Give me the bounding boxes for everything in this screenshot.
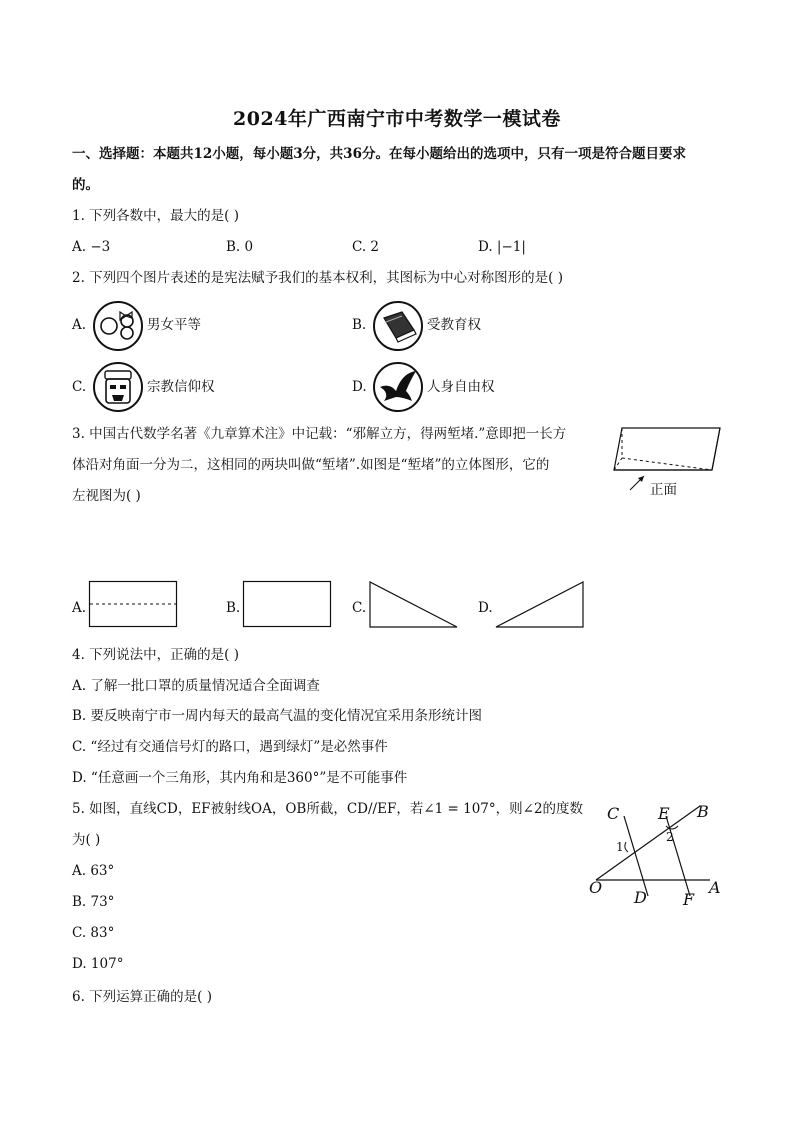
q3-option-b-letter: B. xyxy=(226,600,241,616)
q5-stem-line1: 5. 如图，直线CD，EF被射线OA，OB所截，CD//EF，若∠1 = 107°，则∠2的度数 xyxy=(72,801,584,817)
q4-option-d: D. “任意画一个三角形，其内角和是360°”是不可能事件 xyxy=(72,770,408,786)
point-e-label: E xyxy=(658,804,670,823)
q3-option-a-shape xyxy=(89,581,179,629)
q3-stem-line1: 3. 中国古代数学名著《九章算术注》中记载：“邪解立方，得两堑堵.”意即把一长方 xyxy=(72,426,567,442)
section-heading-line1: 一、选择题：本题共12小题，每小题3分，共36分。在每小题给出的选项中，只有一项是符合题目要求 xyxy=(72,146,686,162)
page-title: 2024年广西南宁市中考数学一模试卷 xyxy=(233,108,561,130)
q2-option-c-letter: C. xyxy=(72,379,87,395)
q2-option-c-text: 宗教信仰权 xyxy=(147,379,215,395)
point-o-label: O xyxy=(589,878,603,897)
q1-option-c: C. 2 xyxy=(352,239,380,255)
q1-stem: 1. 下列各数中，最大的是( ) xyxy=(72,208,239,224)
q1-option-a: A. −3 xyxy=(72,239,111,255)
point-a-label: A xyxy=(709,878,721,897)
point-f-label: F xyxy=(683,890,695,909)
q4-option-b: B. 要反映南宁市一周内每天的最高气温的变化情况宜采用条形统计图 xyxy=(72,708,483,724)
q3-stem-line3: 左视图为( ) xyxy=(72,488,141,504)
gender-equality-icon xyxy=(92,300,144,352)
mask-icon xyxy=(92,361,144,413)
q3-option-a-letter: A. xyxy=(72,600,87,616)
point-d-label: D xyxy=(634,888,647,907)
q4-option-a: A. 了解一批口罩的质量情况适合全面调查 xyxy=(72,678,320,694)
point-b-label: B xyxy=(697,802,709,821)
angle-1-label: 1 xyxy=(616,840,624,854)
q2-option-a-text: 男女平等 xyxy=(147,317,201,333)
q2-stem: 2. 下列四个图片表述的是宪法赋予我们的基本权利，其图标为中心对称图形的是( ) xyxy=(72,270,563,286)
q3-stem-line2: 体沿对角面一分为二，这相同的两块叫做“堑堵”.如图是“堑堵”的立体图形，它的 xyxy=(72,457,550,473)
angle-2-label: 2 xyxy=(666,830,674,844)
q3-option-c-shape xyxy=(369,581,459,629)
q2-option-a-letter: A. xyxy=(72,317,87,333)
q5-option-c: C. 83° xyxy=(72,925,115,941)
q3-option-b-shape xyxy=(243,581,333,629)
q3-option-d-letter: D. xyxy=(478,600,493,616)
bird-icon xyxy=(372,361,424,413)
q4-stem: 4. 下列说法中，正确的是( ) xyxy=(72,647,239,663)
q2-option-b-text: 受教育权 xyxy=(427,317,481,333)
point-c-label: C xyxy=(607,804,620,823)
book-icon xyxy=(372,300,424,352)
q2-option-b-letter: B. xyxy=(352,317,367,333)
q3-option-c-letter: C. xyxy=(352,600,367,616)
q5-stem-line2: 为( ) xyxy=(72,832,101,848)
front-view-label: 正面 xyxy=(650,482,677,498)
q2-option-d-text: 人身自由权 xyxy=(427,379,495,395)
q1-option-d: D. |−1| xyxy=(478,239,526,255)
q5-option-d: D. 107° xyxy=(72,956,124,972)
q5-option-b: B. 73° xyxy=(72,894,115,910)
q3-option-d-shape xyxy=(495,581,585,629)
section-heading-line2: 的。 xyxy=(72,177,99,193)
q6-stem: 6. 下列运算正确的是( ) xyxy=(72,989,212,1005)
q1-option-b: B. 0 xyxy=(226,239,254,255)
q4-option-c: C. “经过有交通信号灯的路口，遇到绿灯”是必然事件 xyxy=(72,739,388,755)
q5-option-a: A. 63° xyxy=(72,863,115,879)
q2-option-d-letter: D. xyxy=(352,379,367,395)
